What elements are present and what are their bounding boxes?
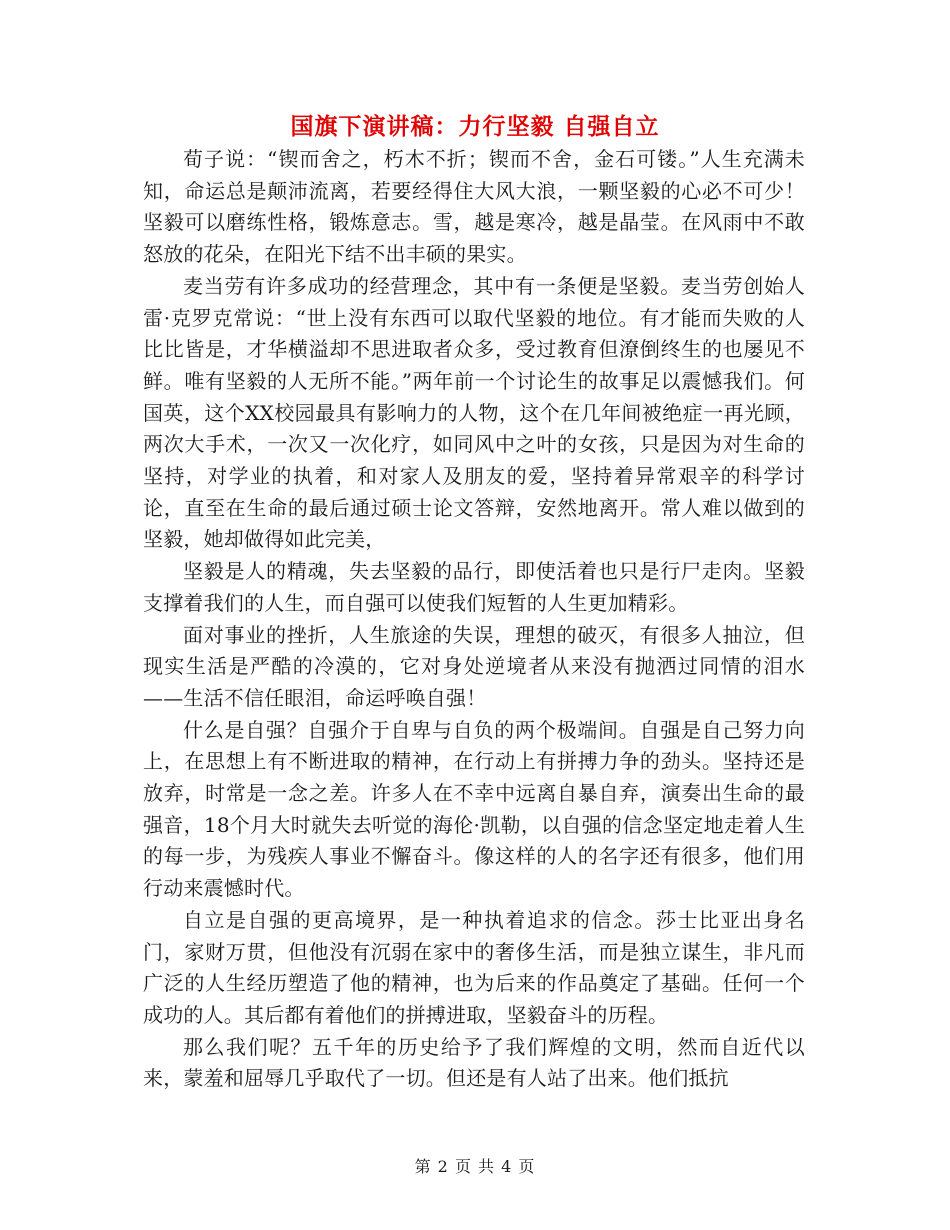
paragraph-4: 面对事业的挫折，人生旅途的失误，理想的破灭，有很多人抽泣，但现实生活是严酷的冷漠的，它对身处逆境者从来没有抛洒过同情的泪水——生活不信任眼泪，命运呼唤自强！ [143,622,805,710]
page-footer: 第 2 页 共 4 页 [414,1157,536,1176]
paragraph-1: 荀子说：“锲而舍之，朽木不折；锲而不舍，金石可镂。”人生充满未知，命运总是颠沛流离，若要经得住大风大浪，一颗坚毅的心必不可少！坚毅可以磨练性格，锻炼意志。雪，越是寒冷，越是晶莹。在风雨中不敢怒放的花朵，在阳光下结不出丰硕的果实。 [143,147,805,267]
document-title: 国旗下演讲稿：力行坚毅 自强自立 [290,114,660,140]
paragraph-3: 坚毅是人的精魂，失去坚毅的品行，即使活着也只是行尸走肉。坚毅支撑着我们的人生，而自强可以使我们短暂的人生更加精彩。 [143,559,805,615]
paragraph-7: 那么我们呢？五千年的历史给予了我们辉煌的文明，然而自近代以来，蒙羞和屈辱几乎取代了一切。但还是有人站了出来。他们抵抗 [143,1034,805,1091]
paragraph-5: 什么是自强？自强介于自卑与自负的两个极端间。自强是自己努力向上，在思想上有不断进取的精神，在行动上有拼搏力争的劲头。坚持还是放弃，时常是一念之差。许多人在不幸中远离自暴自弃，演奏出生命的最强音，18个月大时就失去听觉的海伦·凯勒，以自强的信念坚定地走着人生的每一步，为残疾人事业不懈奋斗。像这样的人的名字还有很多，他们用行动来震憾时代。 [143,717,805,901]
document-body [143,144,805,1095]
paragraph-2: 麦当劳有许多成功的经营理念，其中有一条便是坚毅。麦当劳创始人雷·克罗克常说：“世上没有东西可以取代坚毅的地位。有才能而失败的人比比皆是，才华横溢却不思进取者众多，受过教育但潦倒终生的也屡见不鲜。唯有坚毅的人无所不能。”两年前一个讨论生的故事足以震憾我们。何国英，这个XX校园最具有影响力的人物，这个在几年间被绝症一再光顾，两次大手术，一次又一次化疗，如同风中之叶的女孩，只是因为对生命的坚持，对学业的执着，和对家人及朋友的爱，坚持着异常艰辛的科学讨论，直至在生命的最后通过硕士论文答辩，安然地离开。常人难以做到的坚毅，她却做得如此完美， [143,273,805,552]
paragraph-6: 自立是自强的更高境界，是一种执着追求的信念。莎士比亚出身名门，家财万贯，但他没有沉弱在家中的奢侈生活，而是独立谋生，非凡而广泛的人生经历塑造了他的精神，也为后来的作品奠定了基础。任何一个成功的人。其后都有着他们的拼搏进取，坚毅奋斗的历程。 [143,907,805,1027]
